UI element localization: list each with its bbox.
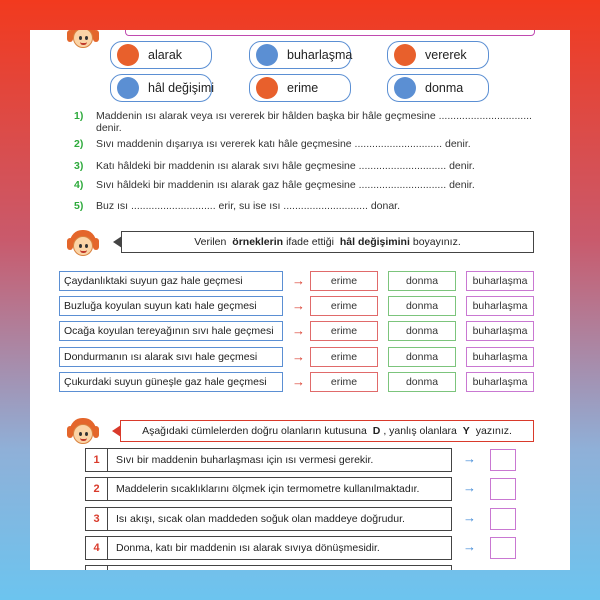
option-donma[interactable]: donma — [388, 347, 456, 367]
option-buharlasma[interactable]: buharlaşma — [466, 321, 534, 341]
option-pill — [387, 41, 489, 69]
circle-dot-icon — [117, 44, 139, 66]
fill-in-question — [74, 110, 554, 136]
option-pill — [249, 74, 351, 102]
option-label: erime — [287, 81, 319, 95]
option-pill — [387, 74, 489, 102]
answer-box[interactable] — [490, 537, 516, 559]
circle-dot-icon — [394, 44, 416, 66]
tf-row-partial — [85, 565, 452, 570]
question-text: Sıvı maddenin dışarıya ısı vererek katı hâle geçmesine .............................. denir. — [96, 138, 471, 150]
arrow-right-icon: → — [463, 510, 476, 525]
example-statement: Çaydanlıktaki suyun gaz hale geçmesi — [59, 271, 283, 291]
option-donma[interactable]: donma — [388, 321, 456, 341]
option-erime[interactable]: erime — [310, 321, 378, 341]
statement-number: 4 — [86, 537, 108, 559]
statement-text: Maddelerin sıcaklıklarını ölçmek için termometre kullanılmaktadır. — [116, 483, 420, 495]
statement-number: 3 — [86, 508, 108, 530]
cartoon-girl-icon — [68, 418, 98, 446]
arrow-right-icon: → — [292, 273, 305, 288]
question-number: 5) — [74, 200, 84, 212]
option-label: donma — [425, 81, 464, 95]
fill-in-question — [74, 138, 554, 151]
question-number: 3) — [74, 160, 84, 172]
tf-statement-row — [85, 536, 452, 560]
answer-box[interactable] — [490, 449, 516, 471]
question-number: 4) — [74, 179, 84, 191]
fill-in-question — [74, 160, 554, 173]
tf-statement-row — [85, 477, 452, 501]
option-pill — [110, 41, 212, 69]
answer-box[interactable] — [490, 508, 516, 530]
question-text: Katı hâldeki bir maddenin ısı alarak sıvı hâle geçmesine .............................. denir. — [96, 160, 475, 172]
section2-instruction: Verilen örneklerin ifade ettiği hâl değişimini boyayınız. — [121, 231, 534, 253]
option-erime[interactable]: erime — [310, 271, 378, 291]
arrow-right-icon: → — [463, 539, 476, 554]
option-pill — [110, 74, 215, 102]
option-donma[interactable]: donma — [388, 296, 456, 316]
arrow-right-icon: → — [292, 298, 305, 313]
question-text: Buz ısı ............................. erir, su ise ısı ............................. donar. — [96, 200, 401, 212]
statement-number: 1 — [86, 449, 108, 471]
option-buharlasma[interactable]: buharlaşma — [466, 372, 534, 392]
cartoon-girl-icon — [68, 30, 98, 50]
statement-number: 2 — [86, 478, 108, 500]
question-text: Sıvı hâldeki bir maddenin ısı alarak gaz hâle geçmesine .............................. denir. — [96, 179, 475, 191]
option-label: vererek — [425, 48, 467, 62]
section3-instruction: Aşağıdaki cümlelerden doğru olanların kutusuna D , yanlış olanlara Y yazınız. — [120, 420, 534, 442]
option-buharlasma[interactable]: buharlaşma — [466, 347, 534, 367]
option-erime[interactable]: erime — [310, 372, 378, 392]
option-buharlasma[interactable]: buharlaşma — [466, 271, 534, 291]
answer-box[interactable] — [490, 478, 516, 500]
statement-text: Sıvı bir maddenin buharlaşması için ısı vermesi gerekir. — [116, 454, 374, 466]
tf-statement-row — [85, 507, 452, 531]
option-buharlasma[interactable]: buharlaşma — [466, 296, 534, 316]
option-erime[interactable]: erime — [310, 347, 378, 367]
fill-in-question — [74, 179, 554, 192]
circle-dot-icon — [256, 44, 278, 66]
arrow-right-icon: → — [292, 374, 305, 389]
circle-dot-icon — [256, 77, 278, 99]
option-label: hâl değişimi — [148, 81, 215, 95]
cartoon-girl-icon — [68, 230, 98, 258]
question-number: 2) — [74, 138, 84, 150]
arrow-right-icon: → — [463, 480, 476, 495]
example-statement: Dondurmanın ısı alarak sıvı hale geçmesi — [59, 347, 283, 367]
statement-text: Donma, katı bir maddenin ısı alarak sıvıya dönüşmesidir. — [116, 542, 380, 554]
arrow-right-icon: → — [292, 323, 305, 338]
fill-in-question — [74, 200, 554, 213]
arrow-right-icon: → — [292, 349, 305, 364]
circle-dot-icon — [117, 77, 139, 99]
option-pill — [249, 41, 351, 69]
example-statement: Ocağa koyulan tereyağının sıvı hale geçmesi — [59, 321, 283, 341]
header-instruction-box — [125, 30, 535, 36]
question-text: Maddenin ısı alarak veya ısı vererek bir hâlden başka bir hâle geçmesine ................................ — [96, 110, 532, 122]
option-label: buharlaşma — [287, 48, 353, 62]
question-text-continued: denir. — [96, 122, 122, 134]
option-donma[interactable]: donma — [388, 271, 456, 291]
option-donma[interactable]: donma — [388, 372, 456, 392]
example-statement: Buzluğa koyulan suyun katı hale geçmesi — [59, 296, 283, 316]
question-number: 1) — [74, 110, 84, 122]
option-erime[interactable]: erime — [310, 296, 378, 316]
example-statement: Çukurdaki suyun güneşle gaz hale geçmesi — [59, 372, 283, 392]
arrow-right-icon: → — [463, 451, 476, 466]
circle-dot-icon — [394, 77, 416, 99]
tf-statement-row — [85, 448, 452, 472]
option-label: alarak — [148, 48, 183, 62]
worksheet-page — [30, 30, 570, 570]
statement-text: Isı akışı, sıcak olan maddeden soğuk olan maddeye doğrudur. — [116, 513, 405, 525]
